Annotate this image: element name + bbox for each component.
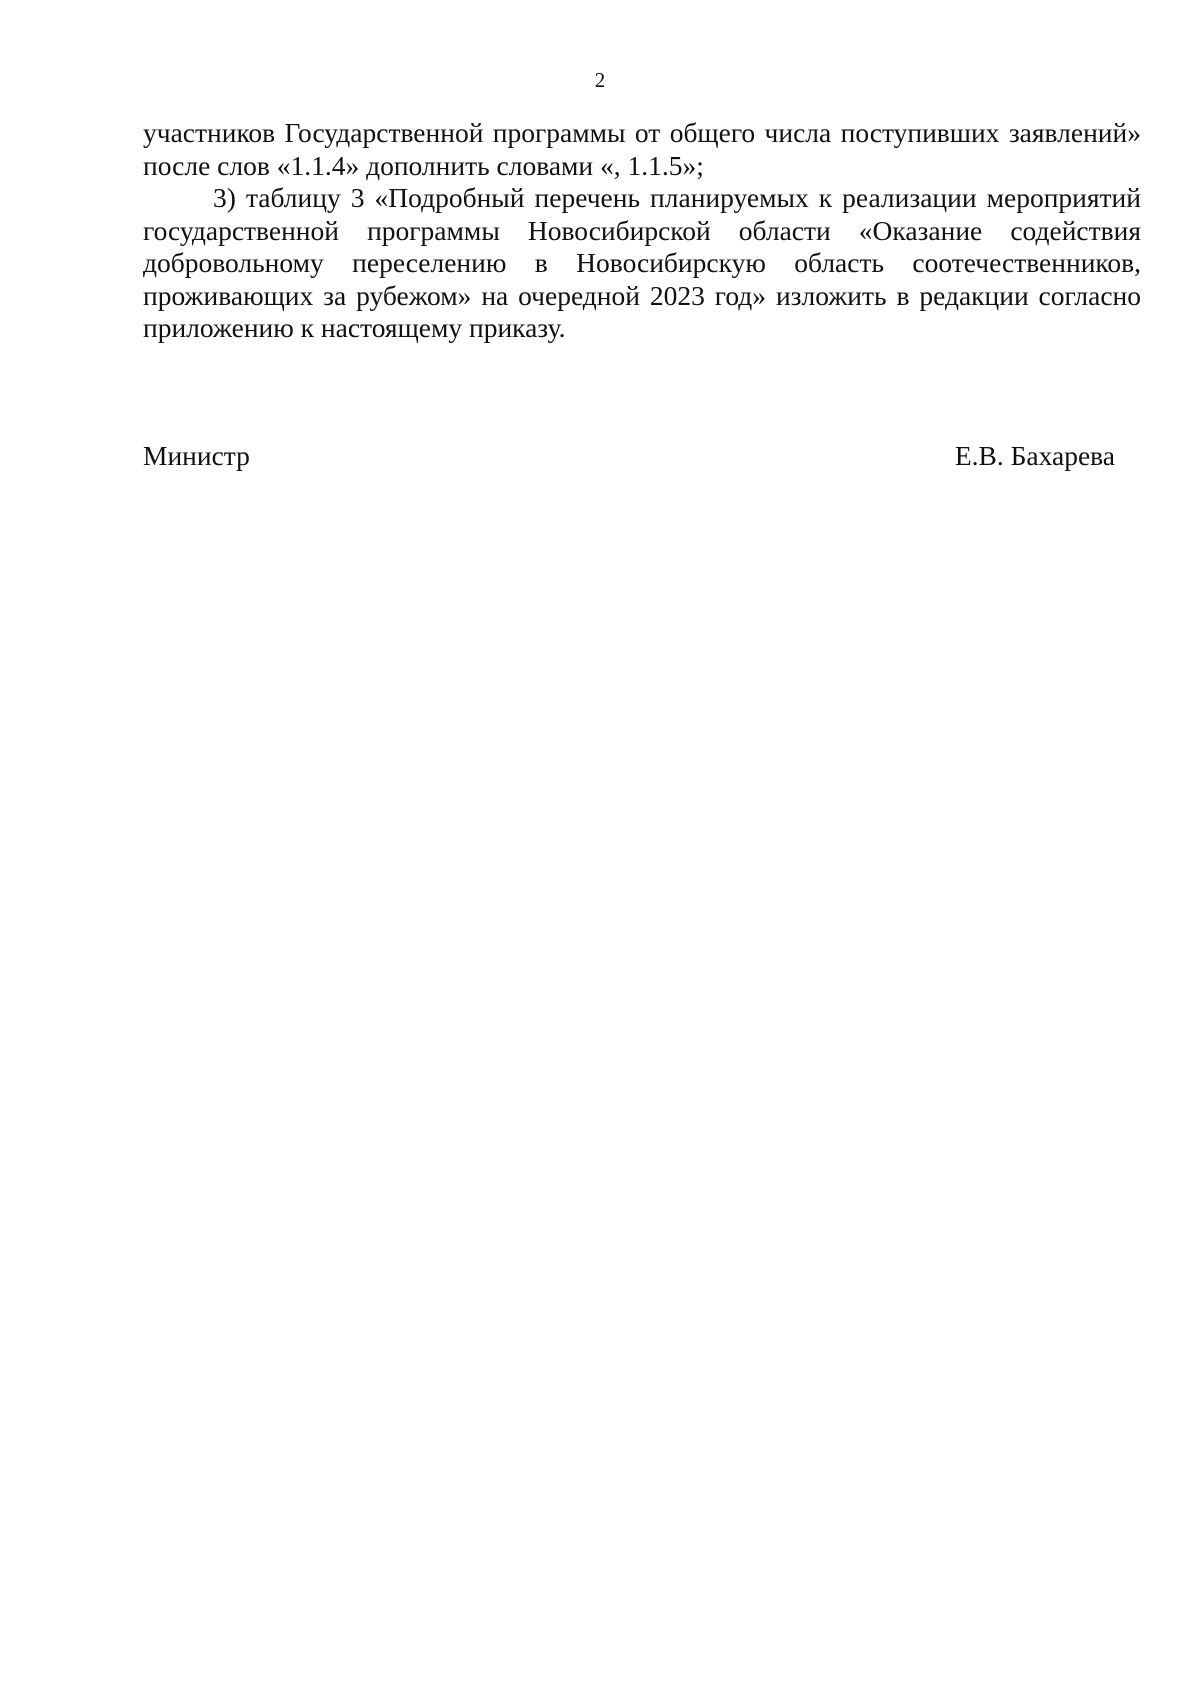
- signature-block: [143, 440, 1115, 472]
- paragraph-item-3: 3) таблицу 3 «Подробный перечень планируемых к реализации мероприятий государственной программы Новосибирской области «Оказание содействия добровольному переселению в Новосибирскую область соотечественников, проживающих за рубежом» на очередной 2023 год» изложить в редакции согласно приложению к настоящему приказу.: [143, 182, 1141, 343]
- page-number: 2: [594, 68, 606, 92]
- signatory-position: Министр: [143, 440, 250, 471]
- document-body: [143, 117, 1141, 345]
- signatory-name: Е.В. Бахарева: [954, 440, 1115, 471]
- paragraph-continuation: участников Государственной программы от общего числа поступивших заявлений» после слов «1.1.4» дополнить словами «, 1.1.5»;: [143, 117, 1141, 181]
